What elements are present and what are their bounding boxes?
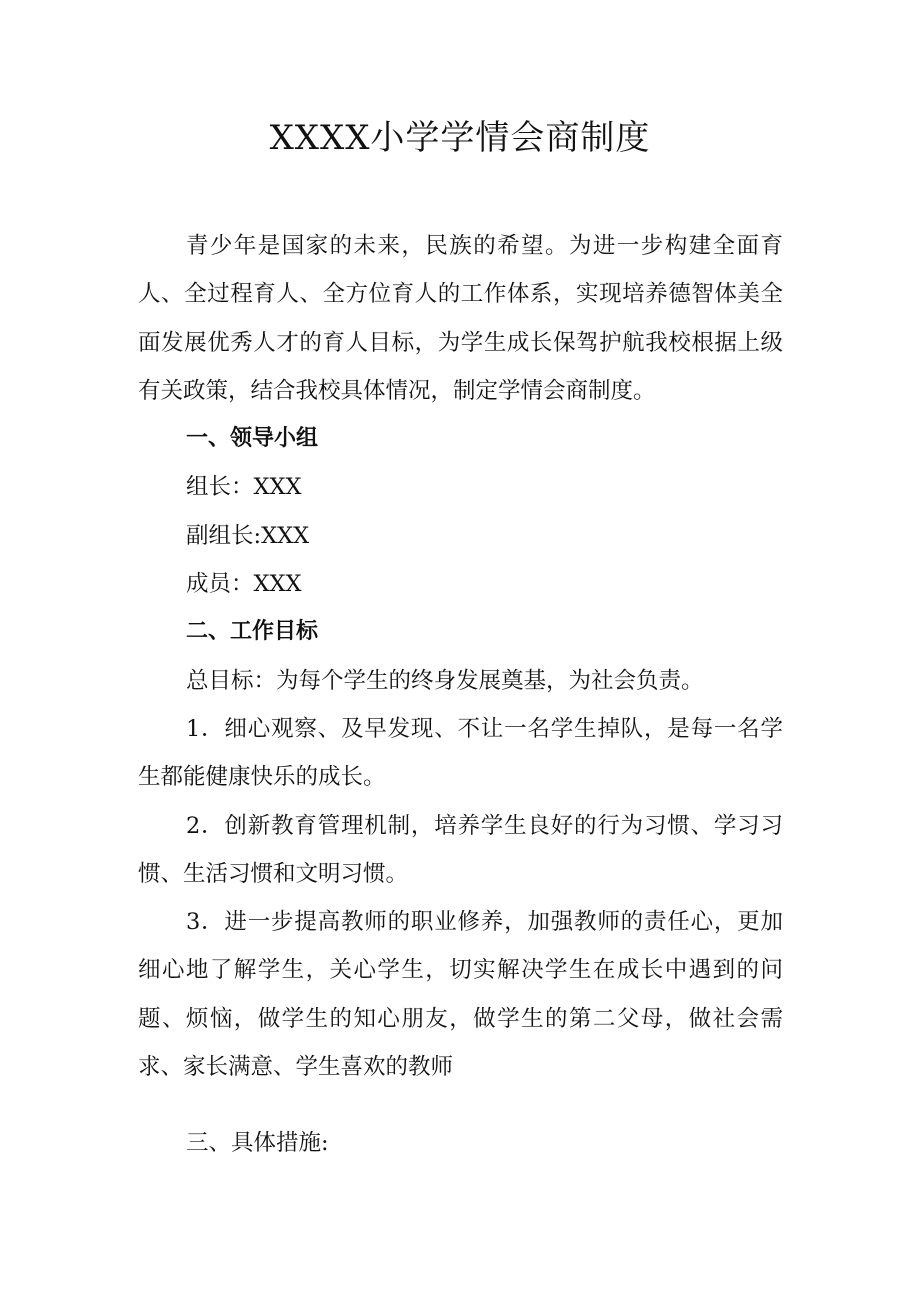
goal-item-1: 1．细心观察、及早发现、不让一名学生掉队，是每一名学生都能健康快乐的成长。 bbox=[138, 715, 783, 791]
section-heading-leadership: 一、领导小组 bbox=[186, 426, 319, 452]
overall-goal: 总目标：为每个学生的终身发展奠基，为社会负责。 bbox=[186, 667, 704, 694]
document-title: XXXX小学学情会商制度 bbox=[269, 118, 651, 158]
goal-item-2: 2．创新教育管理机制，培养学生良好的行为习惯、学习习惯、生活习惯和文明习惯。 bbox=[138, 812, 783, 887]
section-heading-goals: 二、工作目标 bbox=[186, 619, 319, 645]
document-body bbox=[138, 222, 783, 1168]
members-line: 成员：XXX bbox=[186, 571, 302, 598]
vice-leader-line: 副组长:XXX bbox=[186, 522, 310, 549]
leader-line: 组长：XXX bbox=[186, 474, 302, 501]
section-spacer bbox=[138, 1091, 783, 1119]
section-heading-measures: 三、具体措施: bbox=[186, 1130, 329, 1157]
goal-item-3: 3．进一步提高教师的职业修养，加强教师的责任心，更加细心地了解学生，关心学生，切实解决学生在成长中遇到的问题、烦恼，做学生的知心朋友，做学生的第二父母，做社会需求、家长满意、学生喜欢的教师 bbox=[138, 909, 783, 1081]
intro-paragraph: 青少年是国家的未来，民族的希望。为进一步构建全面育人、全过程育人、全方位育人的工作体系，实现培养德智体美全面发展优秀人才的育人目标，为学生成长保驾护航我校根据上级有关政策，结合我校具体情况，制定学情会商制度。 bbox=[138, 233, 783, 404]
